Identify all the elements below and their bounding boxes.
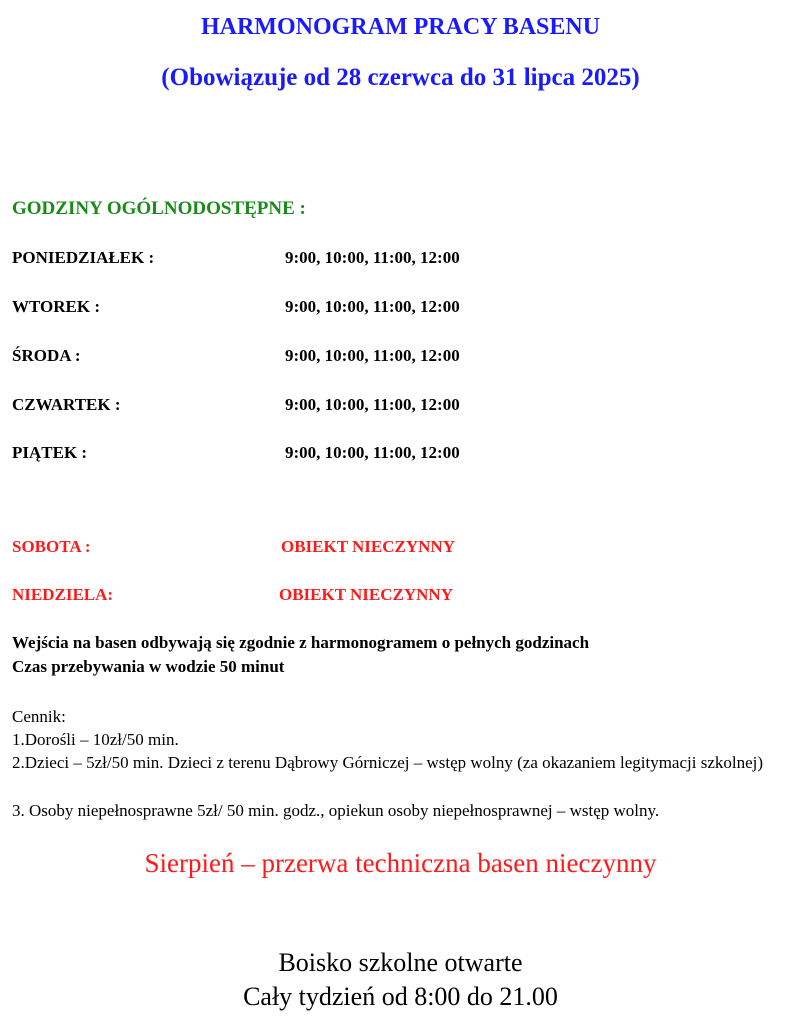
day-label-monday: PONIEDZIAŁEK : [12,248,155,267]
day-label-thursday: CZWARTEK : [12,395,121,414]
price-disabled: 3. Osoby niepełnosprawne 5zł/ 50 min. godz., opiekun osoby niepełnosprawnej – wstęp wolny. [12,801,660,820]
pricing-heading: Cennik: [12,707,66,726]
price-children: 2.Dzieci – 5zł/50 min. Dzieci z terenu Dąbrowy Górniczej – wstęp wolny (za okazaniem legitymacji szkolnej) [12,753,764,772]
field-hours-line: Cały tydzień od 8:00 do 21.00 [243,982,558,1011]
day-label-saturday: SOBOTA : [12,537,91,556]
hours-friday: 9:00, 10:00, 11:00, 12:00 [285,443,460,462]
day-label-friday: PIĄTEK : [12,443,88,462]
public-hours-heading: GODZINY OGÓLNODOSTĘPNE : [12,198,306,219]
hours-wednesday: 9:00, 10:00, 11:00, 12:00 [285,346,460,365]
entry-note: Wejścia na basen odbywają się zgodnie z harmonogramem o pełnych godzinach [12,633,590,652]
duration-note: Czas przebywania w wodzie 50 minut [12,657,285,676]
day-label-tuesday: WTOREK : [12,297,101,316]
hours-thursday: 9:00, 10:00, 11:00, 12:00 [285,395,460,414]
hours-tuesday: 9:00, 10:00, 11:00, 12:00 [285,297,460,316]
validity-period: (Obowiązuje od 28 czerwca do 31 lipca 2025) [161,64,640,91]
document-title: HARMONOGRAM PRACY BASENU [200,14,601,40]
price-adults: 1.Dorośli – 10zł/50 min. [12,730,179,749]
august-notice: Sierpień – przerwa techniczna basen nieczynny [144,848,657,878]
day-label-sunday: NIEDZIELA: [12,585,114,604]
field-open-line: Boisko szkolne otwarte [278,948,523,977]
status-saturday: OBIEKT NIECZYNNY [281,537,455,556]
hours-monday: 9:00, 10:00, 11:00, 12:00 [285,248,460,267]
day-label-wednesday: ŚRODA : [12,346,81,365]
status-sunday: OBIEKT NIECZYNNY [279,585,453,604]
